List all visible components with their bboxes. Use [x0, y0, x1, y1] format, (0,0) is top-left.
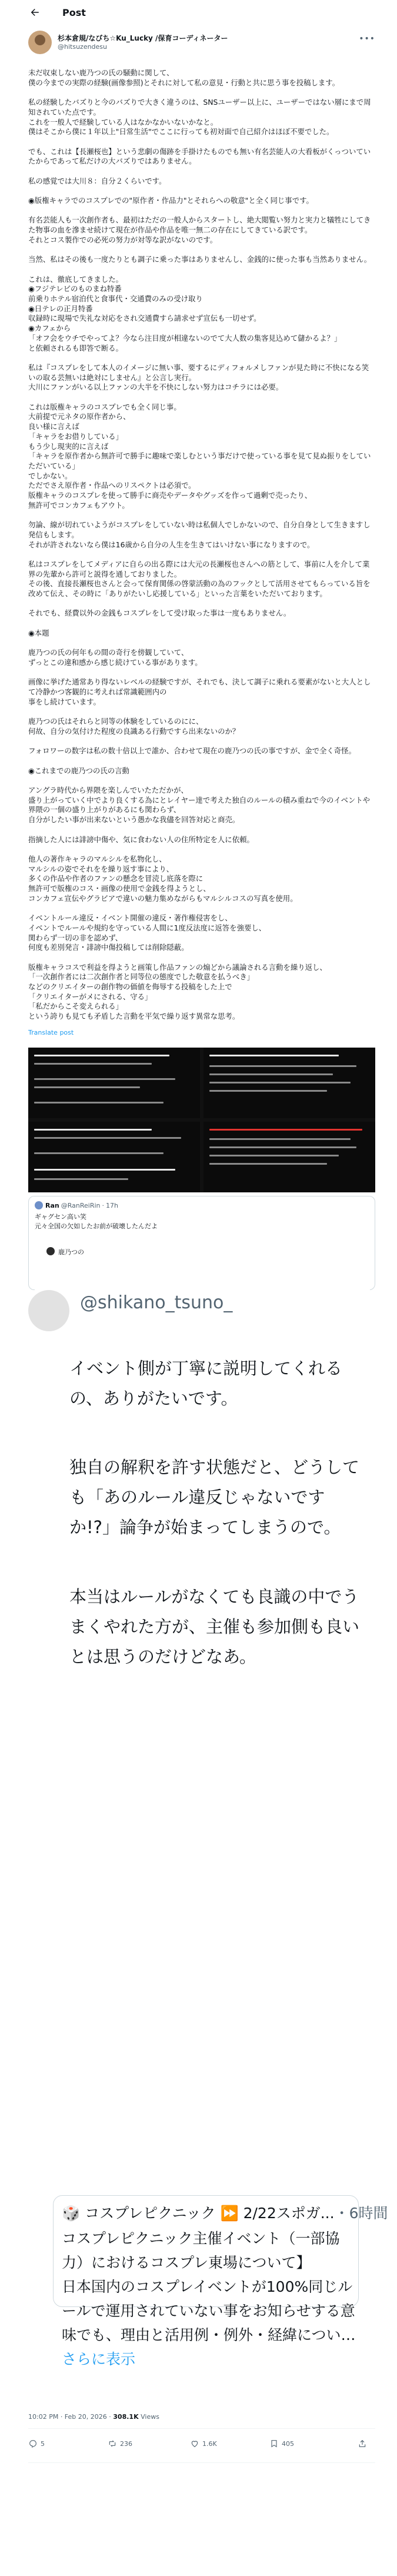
author-name[interactable]: 杉本倉規/なびち☆Ku_Lucky /保育コーディネーター [58, 34, 228, 42]
post-paragraph: 私の経験したバズりと今のバズりで大きく違うのは、SNSユーザー以上に、ユーザーではない層にまで周知されていた点です。 これを一般人で経験している人はなかなかいないかなと。 僕はそこから僕に１年以上"日常生活"でここに行っても初対面で自己紹介はほぼ不要でした。 [28, 98, 371, 137]
post-paragraph: 他人の著作キャラのマルシルを私物化し、 マルシルの姿でそれをを繰り返す事により、 多くの作品や作者のファンの懸念を冒涜し底落を際に 無許可で版権のコス・画像の使用で金銭を得ようとし、 コンカフェ宣伝やグラビアで違いの魅力集めながらもマルシルコスの写真を使用。 [28, 854, 298, 903]
back-button[interactable] [29, 7, 40, 18]
post-paragraph: ◉これまでの鹿乃つの氏の言動 [28, 766, 129, 775]
avatar[interactable] [28, 31, 52, 54]
media-text-line [209, 1163, 327, 1165]
divider [28, 2462, 375, 2463]
like-count: 1.6K [202, 2439, 217, 2448]
embedded-author-handle: @shikano_tsuno_ [80, 1292, 233, 1313]
media-text-line [34, 1086, 140, 1088]
post-paragraph: フォロワーの数字は私の数十倍以上で誰か、合わせて現在の鹿乃つの氏の事ですが、金で全く奇怪。 [28, 746, 356, 756]
translate-post-link[interactable]: Translate post [28, 1029, 74, 1036]
repost-icon [108, 2439, 117, 2448]
post-paragraph: 版権キャラコスで利益を得ようと画策し作品ファンの煽どから議論される言動を繰り返し、 「一次創作者には二次創作者と同等位の態度でした敬意を払うべき」 などのクリエイターの創作物の価値を侮辱する投稿をした上で 「クリエイターがメにされる、守る」 「私だからこそ変えられる」 という誇りも見ても矛盾した言動を平気で繰り返す異常な思考。 [28, 962, 327, 1021]
top-bar [0, 0, 397, 25]
heart-icon [190, 2439, 199, 2448]
views-count: 308.1K [113, 2413, 139, 2421]
share-button[interactable] [358, 2439, 370, 2448]
embedded-paragraph-1: イベント側が丁寧に説明してくれるの、ありがたいです。 [69, 1358, 343, 1408]
embedded-author-name: 鹿乃つの [58, 1248, 84, 1256]
post-text [28, 68, 375, 1022]
media-text-line [209, 1138, 351, 1140]
post-paragraph: 私はコスプレをしてメディアに自らの出る際には大元の長瀬桜也さんへの筋として、事前に人を介して業界の先輩から許可と説得を通しておりました。 その後、直接長瀬桜也さんと会って保育関係の啓蒙活動の為のフックとして活用させてもらっている旨を改めて伝え、その時に「ありがたいし応援している」といった言葉をいただいております。 [28, 559, 371, 599]
post-paragraph: アングラ時代から界隈を楽しんでいたただかが、 盛り上がっていく中でより良くする為にとレイヤー達で考えた独自のルールの積み重ねで今のイベントや界隈の一個の盛り上がりがあるにも関わらず、 自分がしたい事が出来ないという愚かな我儘を回答対応と商売。 [28, 786, 371, 825]
media-text-line [209, 1082, 351, 1083]
media-text-line [34, 1063, 152, 1065]
post-paragraph: 画像に挙げた通常あり得ないレベルの経験ですが、それでも、決して調子に乗れる要素がないと大人として冷静かつ客観的に考えれば常識範囲内の 事をし続けています。 [28, 677, 371, 706]
more-options-icon[interactable]: ••• [359, 34, 375, 44]
media-text-line [34, 1178, 128, 1180]
page-title: Post [62, 7, 86, 18]
post-media-grid [28, 1048, 375, 1192]
quoted-post-image [35, 1241, 370, 1294]
share-icon [358, 2439, 367, 2448]
views-label: Views [141, 2413, 159, 2421]
post-paragraph: それでも、経費以外の金銭もコスプレをして受け取った事は一度もありません。 [28, 609, 291, 618]
post-paragraph: イベントルール違反・イベント開催の違反・著作権侵害をし、 イベントでルールや規約を守っている人間に1度反法度に返答を強要し、 関わらず一切の非を認めず、 何度も差別発言・誹謗中傷投稿しては削除隠蔽。 [28, 913, 266, 952]
quoted-post[interactable] [28, 1196, 375, 1290]
bookmark-button[interactable] [269, 2439, 294, 2448]
repost-count: 236 [120, 2439, 132, 2448]
quoted-author-name: Ran [45, 1202, 59, 1209]
quoted-post-text-line-1: ギャグセン高い笑 [35, 1213, 86, 1221]
media-text-line [209, 1065, 356, 1067]
reply-icon [28, 2439, 38, 2448]
media-image-2[interactable] [203, 1048, 375, 1118]
like-button[interactable] [190, 2439, 217, 2448]
post-author [28, 31, 375, 56]
post-timestamp: 10:02 PM · Feb 20, 2026 · 308.1K Views [28, 2413, 159, 2421]
post-paragraph: 鹿乃つの氏はそれらと同等の体験をしているのにに、 何故、自分の気付けた程度の良識ある行動ですら出来ないのか？ [28, 717, 240, 736]
post-paragraph: 指摘した人には誹謗中傷や、気に食わない人の住所特定を人に依頼。 [28, 835, 254, 844]
media-text-line [34, 1169, 175, 1171]
post-paragraph: 私の感覚では大川８：自分２くらいです。 [28, 176, 166, 185]
quoted-post-time: 17h [106, 1202, 118, 1209]
media-text-line [209, 1129, 362, 1131]
post-paragraph: ◉本題 [28, 628, 49, 637]
divider [28, 2428, 375, 2429]
show-more-link[interactable]: さらに表示 [62, 2351, 136, 2368]
post-actions [28, 2437, 375, 2454]
media-text-line [34, 1055, 169, 1056]
media-image-1[interactable] [28, 1048, 200, 1118]
quoted-post-header: Ran @RanReiRin · 17h [35, 1201, 118, 1209]
media-text-line [34, 1102, 164, 1103]
reply-button[interactable] [28, 2439, 45, 2448]
embedded-paragraph-2: 独自の解釈を許す状態だと、どうしても「あのルール違反じゃないですか!?」論争が始まってしまうので。 [69, 1457, 360, 1537]
post-paragraph: 有名芸能人も一次創作者も、最初はただの一般人からスタートし、絶大閲覧い努力と実力と犠牲にしてきた物事の血を滲ませ続けて現在が作品や作品を唯一無二の存在にしてきている訳です。 それとコス製作での必死の努力が対等な訳がないのです。 [28, 215, 371, 244]
media-text-line [209, 1090, 327, 1092]
post-paragraph: 未だ収束しない鹿乃つの氏の騒動に関して、 僕の今までの実際の経験(画像参照)とそれに対して私の意見・行動と共に思う事を投稿します。 [28, 68, 340, 87]
post-paragraph: ◉版権キャラでのコスプレでの"原作者・作品力"とそれらへの敬意"と全く同じ事です。 [28, 196, 313, 205]
quoted-author-handle: @RanReiRin [61, 1202, 101, 1209]
media-text-line [209, 1055, 339, 1056]
link-card-title: 🎲 コスプレピクニック ⏩ 2/22スポガ...・6時間 [62, 2205, 388, 2222]
link-card-body: コスプレピクニック主催イベント（一部協力）におけるコスプレ東場について】 日本国内のコスプレイベントが100%同じルールで運用されていない事をお知らせする意味でも、理由と活用例・例外・経緯につい…さらに表示 [62, 2230, 356, 2368]
reply-count: 5 [41, 2439, 45, 2448]
avatar [35, 1201, 43, 1209]
post-paragraph: 私は『コスプレをして本人のイメージに無い事、要するにディフォルメしファンが見た時に不快になる笑いの取る芸無いは絶対にしません』と公言し実行。 大川にファンがいる以上ファンの大半を不快にしない努力はコチラには必要。 [28, 363, 369, 392]
media-text-line [34, 1137, 181, 1139]
media-image-3[interactable] [28, 1122, 200, 1192]
media-text-line [209, 1073, 333, 1075]
post-paragraph: 当然、私はその後も一度たりとも調子に乗った事はありませんし、金銭的に使った事も当然ありません。 [28, 255, 372, 264]
media-text-line [209, 1155, 339, 1156]
post-paragraph: これは版権キャラのコスプレでも全く同じ事。 大前提で元ネタの原作者から、 良い様に言えば 「キャラをお借りしている」 もう少し現実的に言えば 「キャラを原作者から無許可で勝手に趣味で楽しむという事だけで使っている事を見て見ぬ振りをしていただいている」 でしかない。 ただでさえ原作者・作品へのリスペクトは必須で。 版権キャラのコスプレを使って勝手に商売やデータやグッズを作って過剰で売ったり、 無許可でコンカフェもアウト。 [28, 402, 371, 510]
post-paragraph: 勿論、線が切れていようがコスプレをしていない時は私個人でしかないので、自分自身として生きますし発信もします。 それが許されないなら僕は16歳から自分の人生を生きてはいけない事になりますので。 [28, 520, 371, 549]
post-time[interactable]: 10:02 PM · Feb 20, 2026 [28, 2413, 107, 2421]
avatar [46, 1247, 55, 1255]
embedded-link-card[interactable] [53, 2195, 388, 2368]
bookmark-count: 405 [282, 2439, 294, 2448]
post-paragraph: でも、これは【長瀬桜也】という悲劇の傷跡を手掛けたものでも無い有名芸能人の大看板がくっついていたからであって私だけの大バズりではありません。 [28, 147, 371, 166]
post-paragraph: これは、徹底してきました。 ◉フジテレビのものまね特番 前乗りホテル宿泊代と食事代・交通費のみの受け取り ◉日テレの正月特番 収録時に現場で失礼な対応をされ交通費すら請求せず宣伝も一切せず。 ◉カフェから 「オフ会をウチでやってよ？今なら注目度が相違ないのでて大人数の集客見込めて儲かるよ？」 と依頼されるも即答で断る。 [28, 274, 342, 353]
avatar [28, 1290, 69, 1331]
repost-button[interactable] [108, 2439, 132, 2448]
post-paragraph: 鹿乃つの氏の何年もの間の奇行を傍観していて、 ずっとこの違和感から感じ続けている事があります。 [28, 648, 202, 667]
media-image-4[interactable] [203, 1122, 375, 1192]
arrow-left-icon [29, 7, 40, 18]
link-card-time: ・6時間 [334, 2205, 388, 2222]
media-text-line [34, 1129, 152, 1131]
media-text-line [34, 1152, 164, 1154]
embedded-paragraph-3: 本当はルールがなくても良識の中でうまくやれた方が、主催も参加側も良いとは思うのだけどなあ。 [69, 1587, 360, 1667]
quoted-post-text-line-2: 元々全国の欠如したお前が破壊したんだよ [35, 1222, 158, 1230]
media-text-line [34, 1078, 175, 1080]
media-text-line [209, 1146, 356, 1148]
author-handle[interactable]: @hitsuzendesu [58, 43, 108, 51]
bookmark-icon [269, 2439, 279, 2448]
